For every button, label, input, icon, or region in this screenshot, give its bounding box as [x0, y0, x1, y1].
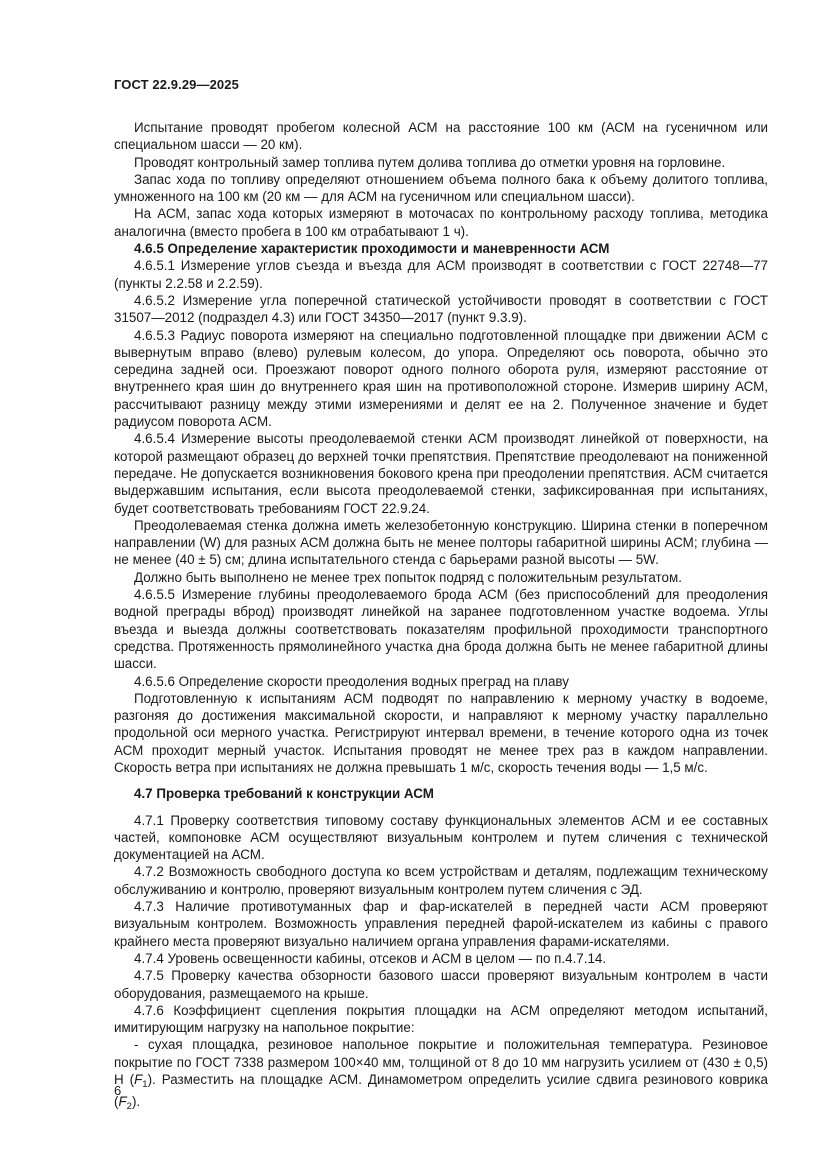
paragraph-dry-surface-test [114, 1036, 768, 1115]
paragraph-4-7-5: 4.7.5 Проверку качества обзорности базового шасси проверяют визуальным контролем в части оборудования, размещаемого на крыше. [114, 968, 768, 1001]
force-f2-subscript: 2 [126, 1101, 132, 1113]
paragraph-4-6-5-3: 4.6.5.3 Радиус поворота измеряют на специально подготовленной площадке при движении АСМ с вывернутым вправо (влево) рулевым колесом, до упора. Определяют ось поворота, обычно это середина задней оси. Проезжают поворот одного полного оборота руля, измеряют расстояние от внутреннего края шин до внутреннего края шин на противоположной стороне. Измерив ширину АСМ, рассчитывают разницу между этими измерениями и делят ее на 2. Полученное значение и будет радиусом поворота АСМ. [114, 327, 768, 430]
paragraph-fuel-range: Запас хода по топливу определяют отношением объема полного бака к объему долитого топлива, умноженного на 100 км (20 км — для АСМ на гусеничном или специальном шасси). [114, 171, 768, 205]
force-f1-subscript: 1 [142, 1079, 148, 1091]
paragraph-4-6-5-2: 4.6.5.2 Измерение угла поперечной статической устойчивости проводят в соответствии с ГОСТ 31507—2012 (подраздел 4.3) или ГОСТ 34350—2017 (пункт 9.3.9). [114, 292, 768, 326]
paragraph-4-7-1: 4.7.1 Проверку соответствия типовому составу функциональных элементов АСМ и ее составных частей, компоновке АСМ осуществляют визуальным контролем и путем сличения с технической документацией на АСМ. [114, 812, 768, 863]
paragraph-4-7-3: 4.7.3 Наличие противотуманных фар и фар-искателей в передней части АСМ проверяют визуальным контролем. Возможность управления передней фарой-искателем из кабины с правого крайнего места проверяют визуально наличием органа управления фарами-искателями. [114, 899, 768, 949]
dry-surface-text-part-1: - сухая площадка, резиновое напольное покрытие и положительная температура. Резиновое покрытие по ГОСТ 7338 размером 100×40 мм, толщиной от 8 до 10 мм нагрузить усилием от (430 ± 0,5) Н ( [114, 1037, 768, 1088]
paragraph-wall-construction: Преодолеваемая стенка должна иметь железобетонную конструкцию. Ширина стенки в поперечном направлении (W) для разных АСМ должна быть не менее полторы габаритной ширины АСМ; глубина — не менее (40 ± 5) см; длина испытательного стенда с барьерами разной высоты — 5W. [114, 517, 768, 568]
section-heading-4-6-5: 4.6.5 Определение характеристик проходимости и маневренности АСМ [134, 241, 610, 257]
dry-surface-text-part-3: ). [131, 1094, 141, 1110]
paragraph-4-6-5-5: 4.6.5.5 Измерение глубины преодолеваемого брода АСМ (без приспособлений для преодоления водной преграды вброд) производят линейкой на заранее подготовленном участке водоема. Углы въезда и выезда должны соответствовать показателям профильной проходимости транспортного средства. Протяженность прямолинейного участка дна брода должна быть не менее габаритной длины шасси. [114, 587, 768, 672]
force-f2-letter: F [118, 1094, 127, 1110]
dry-surface-text-part-2: ). Разместить на площадке АСМ. Динамометром определить усилие сдвига резинового коврика ( [114, 1072, 768, 1110]
paragraph-4-7-6: 4.7.6 Коэффициент сцепления покрытия площадки на АСМ определяют методом испытаний, имитирующим нагрузку на напольное покрытие: [114, 1002, 768, 1036]
paragraph-4-7-2: 4.7.2 Возможность свободного доступа ко всем устройствам и деталям, подлежащим техническому обслуживанию и контролю, проверяют визуальным контролем путем сличения с ЭД. [114, 864, 768, 897]
force-f1-letter: F [134, 1072, 143, 1088]
page-number: 6 [114, 1083, 122, 1098]
document-code-header: ГОСТ 22.9.29—2025 [114, 77, 239, 92]
paragraph-4-6-5-6: 4.6.5.6 Определение скорости преодоления водных преград на плаву [134, 673, 569, 689]
paragraph-engine-hours: На АСМ, запас хода которых измеряют в моточасах по контрольному расходу топлива, методика аналогична (вместо пробега в 100 км отрабатывают 1 ч). [114, 206, 768, 239]
paragraph-fuel-measurement: Проводят контрольный замер топлива путем долива топлива до отметки уровня на горловине. [134, 154, 726, 170]
paragraph-4-6-5-4: 4.6.5.4 Измерение высоты преодолеваемой стенки АСМ производят линейкой от поверхности, на которой размещают образец до верхней точки препятствия. Препятствие преодолевают на пониженной передаче. Не допускается возникновения бокового крена при преодолении препятствия. АСМ считается выдержавшим испытания, если высота преодолеваемой стенки, зафиксированная при испытаниях, будет соответствовать требованиям ГОСТ 22.9.24. [114, 431, 768, 516]
paragraph-attempts: Должно быть выполнено не менее трех попыток подряд с положительным результатом. [134, 569, 682, 585]
section-heading-4-7: 4.7 Проверка требований к конструкции АСМ [134, 786, 434, 802]
document-body [114, 119, 768, 1116]
paragraph-floating-speed: Подготовленную к испытаниям АСМ подводят по направлению к мерному участку в водоеме, разгоняя до достижения максимальной скорости, и направляют к мерному участку параллельно продольной оси мерного участка. Регистрируют интервал времени, в течение которого одна из точек АСМ проходит мерный участок. Испытания проводят не менее трех раз в каждом направлении. Скорость ветра при испытаниях не должна превышать 1 м/с, скорость течения воды — 1,5 м/с. [114, 690, 768, 775]
paragraph-mileage-test: Испытание проводят пробегом колесной АСМ на расстояние 100 км (АСМ на гусеничном или специальном шасси — 20 км). [114, 120, 768, 153]
paragraph-4-7-4: 4.7.4 Уровень освещенности кабины, отсеков и АСМ в целом — по п.4.7.14. [134, 950, 607, 966]
paragraph-4-6-5-1: 4.6.5.1 Измерение углов съезда и въезда для АСМ производят в соответствии с ГОСТ 22748—77 (пункты 2.2.58 и 2.2.59). [114, 258, 768, 291]
